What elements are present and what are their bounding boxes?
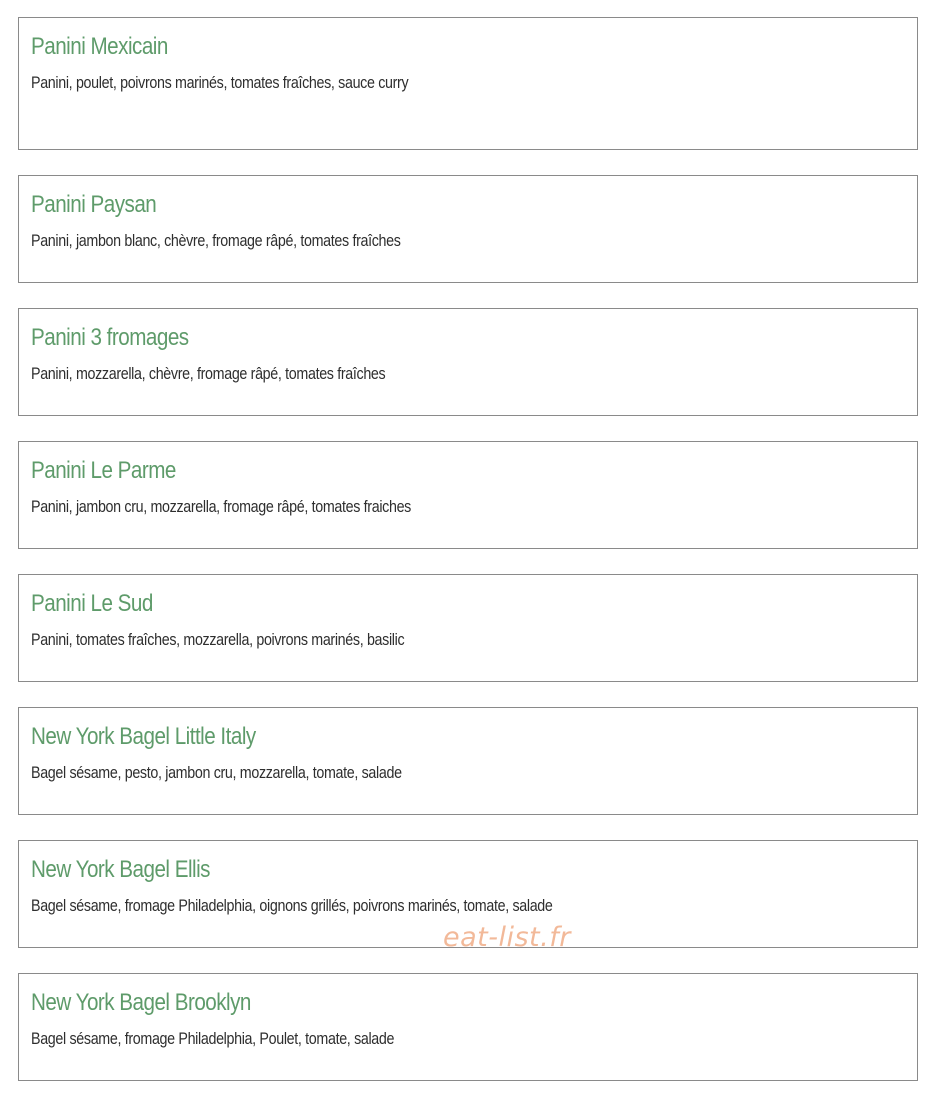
- menu-item-description: Panini, jambon cru, mozzarella, fromage râpé, tomates fraiches: [31, 497, 411, 516]
- menu-item-title: New York Bagel Ellis: [31, 856, 210, 883]
- menu-item-card: [18, 17, 918, 150]
- menu-item-description: Panini, mozzarella, chèvre, fromage râpé, tomates fraîches: [31, 364, 386, 383]
- menu-item-description: Panini, jambon blanc, chèvre, fromage râpé, tomates fraîches: [31, 231, 401, 250]
- menu-item-title: New York Bagel Little Italy: [31, 723, 256, 750]
- menu-item-description: Bagel sésame, fromage Philadelphia, oignons grillés, poivrons marinés, tomate, salade: [31, 896, 553, 915]
- menu-item-description: Bagel sésame, fromage Philadelphia, Poulet, tomate, salade: [31, 1029, 395, 1048]
- watermark: eat-list.fr: [443, 922, 571, 953]
- menu-item-description: Bagel sésame, pesto, jambon cru, mozzarella, tomate, salade: [31, 763, 402, 782]
- menu-item-title: Panini Le Parme: [31, 457, 176, 484]
- menu-item-title: Panini 3 fromages: [31, 324, 189, 351]
- menu-item-title: New York Bagel Brooklyn: [31, 989, 251, 1016]
- menu-item-title: Panini Paysan: [31, 191, 157, 218]
- menu-item-card: [18, 707, 918, 815]
- menu-item-card: [18, 175, 918, 283]
- menu-item-title: Panini Mexicain: [31, 33, 168, 60]
- menu-item-card: [18, 973, 918, 1081]
- menu-item-description: Panini, tomates fraîches, mozzarella, poivrons marinés, basilic: [31, 630, 405, 649]
- menu-item-description: Panini, poulet, poivrons marinés, tomates fraîches, sauce curry: [31, 73, 409, 92]
- menu-item-card: [18, 441, 918, 549]
- menu-item-title: Panini Le Sud: [31, 590, 153, 617]
- menu-item-card: [18, 308, 918, 416]
- menu-item-card: [18, 574, 918, 682]
